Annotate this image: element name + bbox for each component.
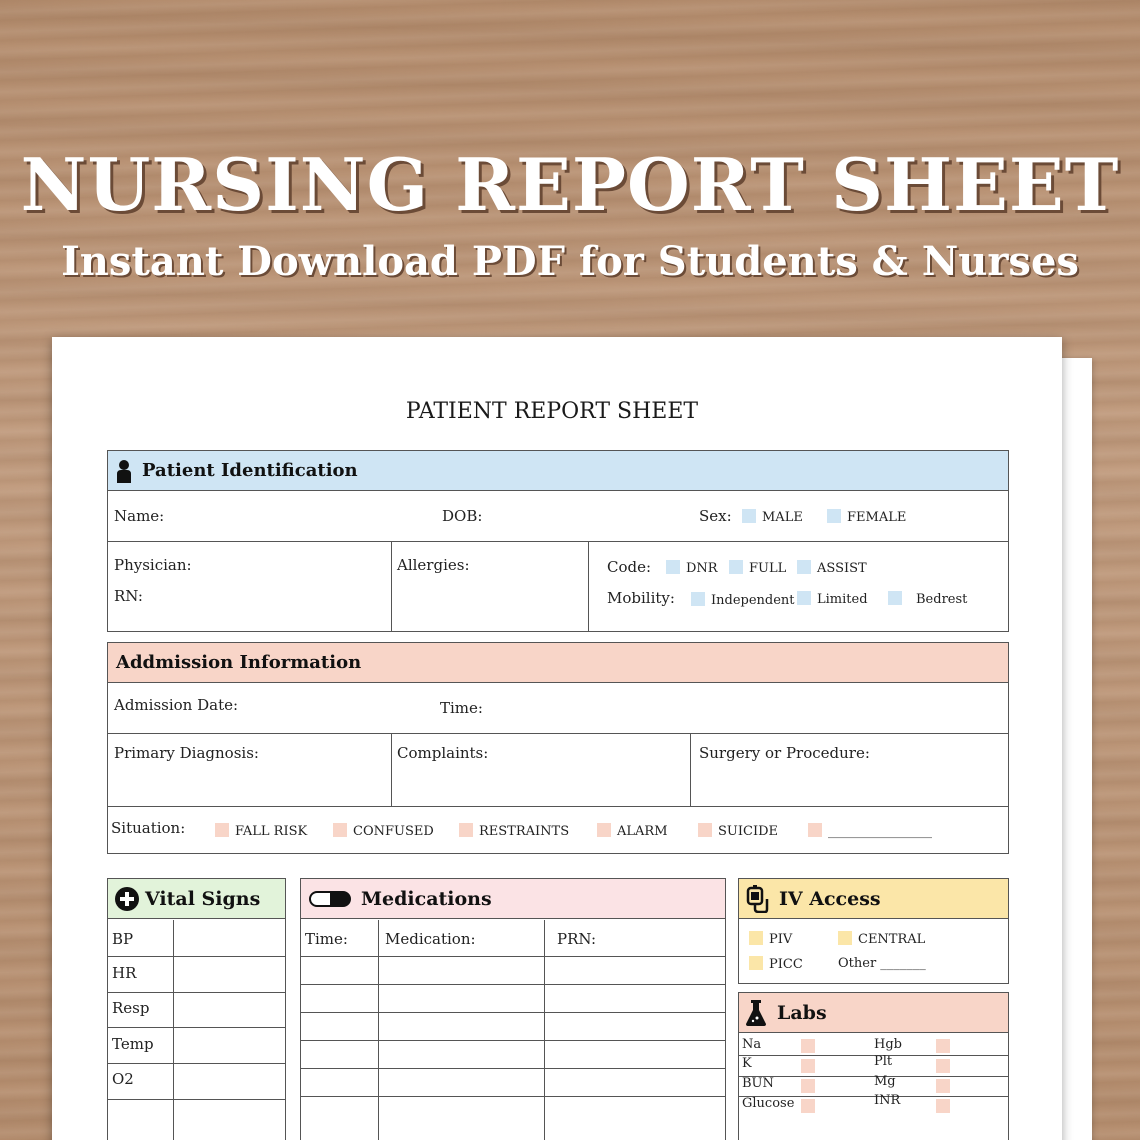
checkbox[interactable] [691,592,705,606]
lab-glucose-checkbox[interactable] [801,1099,815,1113]
checkbox[interactable] [742,509,756,523]
medications-title: Medications [361,887,492,910]
vital-signs-title: Vital Signs [145,887,261,910]
option-label: FEMALE [847,510,907,525]
lab-na-label: Na [742,1037,762,1052]
option-label: CONFUSED [353,824,434,839]
option-label: SUICIDE [718,824,778,839]
admission-date-row [108,683,1008,734]
lab-plt-checkbox[interactable] [936,1059,950,1073]
mobility-label: Mobility: [607,589,675,607]
checkbox[interactable] [797,560,811,574]
situation-restraints[interactable] [459,823,569,839]
labs-header [739,993,1008,1033]
physician-row [108,542,1008,631]
medications-box [300,878,726,1140]
diagnosis-label: Primary Diagnosis: [114,744,259,762]
admission-section [107,642,1009,854]
lab-hgb-checkbox[interactable] [936,1039,950,1053]
lab-inr-label: INR [874,1093,901,1108]
complaints-label: Complaints: [397,744,489,762]
checkbox[interactable] [215,823,229,837]
diagnosis-row [108,734,1008,807]
admission-date-label: Admission Date: [114,696,239,714]
option-label: ALARM [617,824,668,839]
labs-box [738,992,1009,1140]
mobility-option-limited[interactable] [797,591,868,607]
medications-header [301,879,725,919]
option-label: FULL [749,561,787,576]
labs-title: Labs [777,1001,827,1024]
iv-option-picc[interactable] [749,956,803,972]
admission-title: Addmission Information [116,652,362,673]
lab-bun-checkbox[interactable] [801,1079,815,1093]
option-label: FALL RISK [235,824,308,839]
lab-bun-label: BUN [742,1076,774,1091]
labs-grid [739,1034,1008,1140]
surgery-label: Surgery or Procedure: [699,744,870,762]
checkbox[interactable] [698,823,712,837]
iv-access-box [738,878,1009,984]
situation-confused[interactable] [333,823,434,839]
lab-mg-checkbox[interactable] [936,1079,950,1093]
checkbox[interactable] [888,591,902,605]
lab-na-checkbox[interactable] [801,1039,815,1053]
patient-identification-title: Patient Identification [142,460,358,481]
patient-identification-header [108,451,1008,491]
situation-fall-risk[interactable] [215,823,307,839]
med-prn-header: PRN: [557,930,597,948]
code-option-full[interactable] [729,560,786,576]
iv-option-piv[interactable] [749,931,792,947]
checkbox[interactable] [827,509,841,523]
option-label: PICC [769,957,803,972]
situation-label: Situation: [111,819,186,837]
iv-other-field[interactable]: Other _______ [838,956,926,971]
option-label: PIV [769,932,793,947]
option-label: Bedrest [916,592,968,607]
situation-other[interactable] [808,823,932,839]
med-medication-header: Medication: [385,930,476,948]
checkbox[interactable] [597,823,611,837]
iv-option-central[interactable] [838,931,925,947]
admission-header [108,643,1008,683]
rn-label: RN: [114,587,143,605]
vital-signs-grid [108,920,285,1140]
option-label: RESTRAINTS [479,824,570,839]
situation-alarm[interactable] [597,823,668,839]
code-label: Code: [607,558,652,576]
person-icon [116,459,132,483]
checkbox[interactable] [459,823,473,837]
patient-identification-section [107,450,1009,632]
lab-inr-checkbox[interactable] [936,1099,950,1113]
vital-signs-header [108,879,285,919]
lab-glucose-label: Glucose [742,1096,795,1111]
iv-access-header [739,879,1008,919]
vital-resp-label: Resp [112,999,150,1017]
checkbox[interactable] [333,823,347,837]
checkbox[interactable] [797,591,811,605]
mobility-option-bedrest[interactable] [888,591,967,607]
checkbox[interactable] [749,931,763,945]
option-label: CENTRAL [858,932,926,947]
code-option-assist[interactable] [797,560,867,576]
medications-grid [301,920,725,1140]
dob-label: DOB: [442,507,483,525]
plus-circle-icon [114,886,140,912]
pill-icon [309,891,351,907]
name-row [108,491,1008,542]
hero-title: NURSING REPORT SHEET [20,142,1120,227]
report-sheet-page [52,337,1062,1140]
mobility-option-independent[interactable] [691,592,795,608]
situation-row [108,807,1008,852]
option-label: DNR [686,561,718,576]
option-label: MALE [762,510,803,525]
lab-plt-label: Plt [874,1054,893,1069]
physician-label: Physician: [114,556,192,574]
option-label: Limited [817,592,868,607]
checkbox[interactable] [666,560,680,574]
med-time-header: Time: [305,930,348,948]
option-label: Independent [711,593,795,608]
vital-hr-label: HR [112,964,137,982]
option-label: ASSIST [817,561,867,576]
flask-icon [745,1000,767,1026]
hero-subtitle: Instant Download PDF for Students & Nurses [61,238,1079,285]
admission-time-label: Time: [440,699,483,717]
code-option-dnr[interactable] [666,560,718,576]
checkbox[interactable] [808,823,822,837]
lab-k-label: K [742,1056,752,1071]
iv-bag-icon [745,885,769,913]
lab-mg-label: Mg [874,1074,896,1089]
checkbox[interactable] [838,931,852,945]
lab-hgb-label: Hgb [874,1037,902,1052]
sex-label: Sex: [699,507,732,525]
checkbox[interactable] [749,956,763,970]
vital-signs-box [107,878,286,1140]
situation-suicide[interactable] [698,823,778,839]
name-label: Name: [114,507,165,525]
iv-access-title: IV Access [779,887,881,910]
vital-o2-label: O2 [112,1070,134,1088]
allergies-label: Allergies: [397,556,470,574]
vital-temp-label: Temp [112,1035,154,1053]
sex-option-male[interactable] [742,509,803,525]
checkbox[interactable] [729,560,743,574]
other-blank[interactable]: ________________ [828,824,932,839]
sheet-title: PATIENT REPORT SHEET [405,399,699,424]
lab-k-checkbox[interactable] [801,1059,815,1073]
sex-option-female[interactable] [827,509,906,525]
vital-bp-label: BP [112,930,134,948]
